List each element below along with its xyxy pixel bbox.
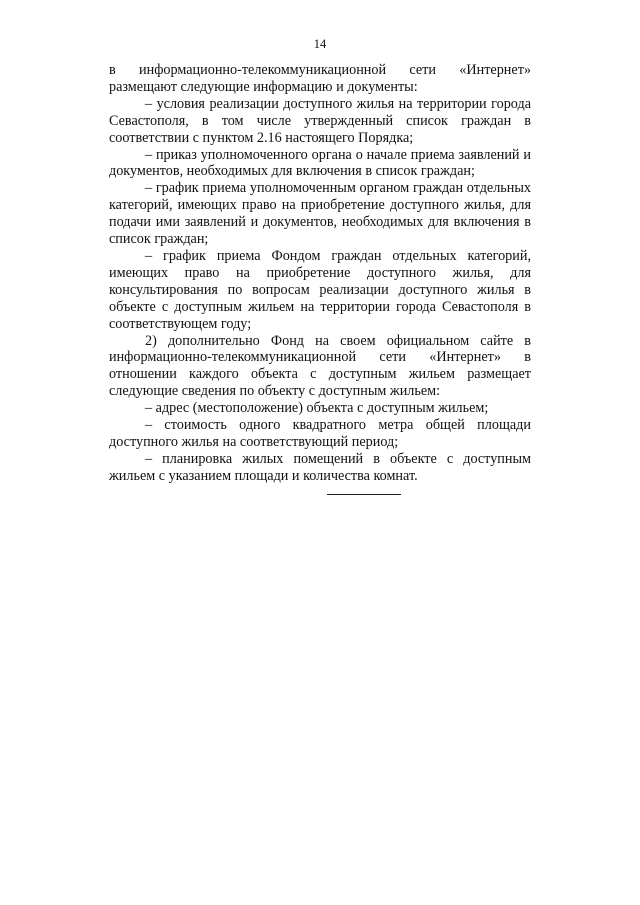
list-item-price: – стоимость одного квадратного метра общей площади доступного жилья на соответствующий период; [109, 417, 531, 450]
list-item-fund-schedule: – график приема Фондом граждан отдельных категорий, имеющих право на приобретение доступного жилья, для консультирования по вопросам реализации доступного жилья в объекте с доступным жильем на территории города Севастополя в соответствующем году; [109, 247, 531, 332]
paragraph-intro: в информационно-телекоммуникационной сети «Интернет» размещают следующие информацию и документы: [109, 62, 531, 95]
list-item-authority-schedule: – график приема уполномоченным органом граждан отдельных категорий, имеющих право на приобретение доступного жилья, для подачи ими заявлений и документов, необходимых для включения в список граждан; [109, 180, 531, 248]
list-item-address: – адрес (местоположение) объекта с доступным жильем; [145, 400, 489, 417]
document-body [109, 62, 531, 485]
list-item-order: – приказ уполномоченного органа о начале приема заявлений и документов, необходимых для включения в список граждан; [109, 146, 531, 180]
page-number: 14 [313, 37, 327, 51]
list-item-layout: – планировка жилых помещений в объекте с доступным жильем с указанием площади и количества комнат. [109, 450, 531, 484]
paragraph-fund-website: 2) дополнительно Фонд на своем официальном сайте в информационно-телекоммуникационной сети «Интернет» в отношении каждого объекта с доступным жильем размещает следующие сведения по объекту с доступным жильем: [109, 332, 531, 400]
end-of-document-rule [327, 494, 401, 495]
list-item-conditions: – условия реализации доступного жилья на территории города Севастополя, в том числе утвержденный список граждан в соответствии с пунктом 2.16 настоящего Порядка; [109, 95, 531, 146]
